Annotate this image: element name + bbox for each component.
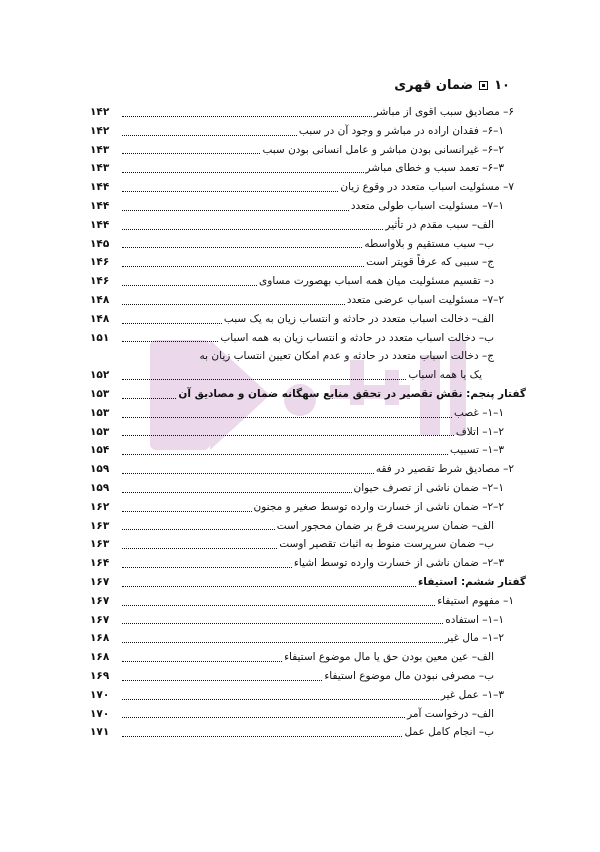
toc-entry [90, 611, 526, 630]
dot-leader [122, 323, 222, 324]
toc-entry [90, 667, 526, 686]
dot-leader [122, 473, 374, 474]
toc-entry [90, 498, 526, 517]
toc-entry-title: الف– ضمان سرپرست فرع بر ضمان محجور است [276, 519, 494, 532]
dot-leader [122, 229, 383, 230]
toc-entry [90, 122, 526, 141]
toc-entry-title: ۱–۱– استفاده [445, 613, 504, 626]
dot-leader [122, 623, 443, 624]
toc-entry [90, 723, 526, 742]
toc-entry-title: ب– دخالت اسباب متعدد در حادثه و انتساب زیان به همه اسباب [220, 331, 494, 344]
toc-entry [90, 479, 526, 498]
toc-entry [90, 291, 526, 310]
toc-entry [90, 441, 526, 460]
dot-leader [122, 341, 218, 342]
toc-entry-title: ۲–۶– غیرانسانی بودن مباشر و عامل انسانی بودن سبب [262, 143, 504, 156]
square-bullet-icon [479, 81, 488, 90]
toc-entry [90, 460, 526, 479]
toc-entry [90, 272, 526, 291]
toc-page-number: ۱۵۲ [90, 369, 110, 382]
toc-page-number: ۱۴۸ [90, 294, 110, 306]
dot-leader [122, 379, 406, 380]
dot-leader [122, 454, 448, 455]
dot-leader [122, 266, 364, 267]
toc-page-number: ۱۶۷ [90, 594, 110, 607]
dot-leader [122, 567, 292, 568]
toc-page-number: ۱۴۶ [90, 256, 110, 269]
toc-entry [90, 366, 526, 385]
toc-page-number: ۱۶۹ [90, 670, 110, 682]
dot-leader [122, 680, 322, 681]
dot-leader [122, 304, 345, 305]
toc-entry [90, 216, 526, 235]
dot-leader [122, 247, 362, 248]
toc-page-number: ۱۶۳ [90, 538, 110, 551]
running-header [394, 78, 510, 93]
dot-leader [122, 435, 454, 436]
toc-page-number: ۱۴۲ [90, 106, 110, 118]
dot-leader [122, 736, 402, 737]
toc-page-number: ۱۴۴ [90, 200, 110, 212]
toc-entry [90, 159, 526, 178]
toc-page-number: ۱۶۸ [90, 651, 110, 664]
toc-page-number: ۱۵۹ [90, 482, 110, 494]
toc-entry [90, 573, 526, 592]
toc-page-number: ۱۵۴ [90, 444, 110, 457]
toc-page-number: ۱۶۴ [90, 557, 110, 570]
toc-entry-title: ج– دخالت اسباب متعدد در حادثه و عدم امکان تعیین انتساب زیان به [199, 350, 494, 363]
dot-leader [122, 548, 277, 549]
toc-entry-title: ۱–۷– مسئولیت اسباب طولی متعدد [350, 200, 504, 212]
toc-page-number: ۱۶۲ [90, 500, 110, 513]
toc-entry [90, 253, 526, 272]
toc-entry-title: ۲–۱– مال غیر [444, 632, 504, 645]
toc-entry [90, 385, 526, 404]
toc-entry [90, 329, 526, 348]
toc-entry-title: ب– انجام کامل عمل [404, 726, 494, 739]
toc-entry [90, 141, 526, 160]
toc-page-number: ۱۴۴ [90, 181, 110, 194]
toc-page-number: ۱۴۶ [90, 275, 110, 288]
toc-entry-title: ب– سبب مستقیم و بلاواسطه [364, 237, 494, 250]
toc-page-number: ۱۴۳ [90, 162, 110, 175]
toc-entry [90, 404, 526, 423]
toc-entry-title: ۲–۱– اتلاف [455, 425, 504, 438]
toc-page-number: ۱۵۹ [90, 463, 110, 476]
dot-leader [122, 191, 338, 192]
running-title: ضمان قهری [394, 78, 474, 93]
toc-entry [90, 705, 526, 724]
toc-page-number: ۱۵۱ [90, 331, 110, 344]
toc-page-number: ۱۵۳ [90, 406, 110, 419]
toc-page-number: ۱۵۳ [90, 388, 110, 400]
toc-page-number: ۱۷۱ [90, 726, 110, 739]
dot-leader [122, 285, 257, 286]
toc-entry [90, 629, 526, 648]
dot-leader [122, 605, 435, 606]
toc-entry [90, 423, 526, 442]
toc-entry-title: ۱– مفهوم استیفاء [437, 594, 514, 607]
dot-leader [122, 492, 352, 493]
toc-entry [90, 517, 526, 536]
dot-leader [122, 511, 252, 512]
toc-entry-title: گفتار پنجم: نقش تقصیر در تحقق منابع سهگانه ضمان و مصادیق آن [178, 388, 526, 400]
toc-entry-title: ۲–۷– مسئولیت اسباب عرضی متعدد [346, 294, 504, 306]
dot-leader [122, 642, 443, 643]
dot-leader [122, 717, 405, 718]
toc-entry [90, 103, 526, 122]
toc-entry-title: ۳–۲– ضمان ناشی از خسارت وارده توسط اشیاء [293, 557, 504, 570]
toc-entry-title: ب– ضمان سرپرست منوط به اثبات تقصیر اوست [279, 538, 494, 551]
toc-entry-title: ۷– مسئولیت اسباب متعدد در وقوع زیان [340, 181, 514, 194]
toc-entry-title: الف– درخواست آمر [407, 707, 494, 720]
toc-entry [90, 592, 526, 611]
dot-leader [122, 398, 176, 399]
toc-entry-title: ۳–۶– تعمد سبب و خطای مباشر [365, 162, 504, 175]
dot-leader [122, 529, 275, 530]
toc-entry-title: ۶– مصادیق سبب اقوی از مباشر [373, 106, 514, 118]
toc-entry-title: ۲– مصادیق شرط تقصیر در فقه [375, 463, 514, 476]
toc-entry [90, 535, 526, 554]
page-number: ۱۰ [494, 78, 510, 93]
dot-leader [122, 135, 297, 136]
toc-page-number: ۱۴۸ [90, 312, 110, 325]
dot-leader [122, 153, 260, 154]
toc-entry-title: الف– سبب مقدم در تأثیر [385, 218, 494, 231]
toc-entry [90, 347, 526, 366]
toc-entry [90, 197, 526, 216]
toc-entry-title: ۲–۲– ضمان ناشی از خسارت وارده توسط صغیر و مجنون [253, 500, 504, 513]
dot-leader [122, 116, 372, 117]
toc-page-number: ۱۴۴ [90, 218, 110, 231]
toc-page-number: ۱۷۰ [90, 707, 110, 720]
toc-entry-title: د– تقسیم مسئولیت میان همه اسباب بهصورت مساوی [259, 275, 494, 288]
dot-leader [122, 417, 452, 418]
toc-entry [90, 178, 526, 197]
dot-leader [122, 172, 364, 173]
toc-entry-title: الف– عین معین بودن حق یا مال موضوع استیفاء [284, 651, 494, 664]
toc-entry-title: ۳–۱– تسبیب [449, 444, 504, 457]
toc-entry-title: ج– سببی که عرفاً قویتر است [366, 256, 494, 269]
toc-entry-title: الف– دخالت اسباب متعدد در حادثه و انتساب زیان به یک سبب [223, 312, 494, 325]
toc-page-number: ۱۶۳ [90, 519, 110, 532]
toc-entry [90, 235, 526, 254]
toc-page-number: ۱۴۳ [90, 143, 110, 156]
toc-entry-title: گفتار ششم: استیفاء [417, 576, 526, 588]
toc-entry-title: ۱–۶– فقدان اراده در مباشر و وجود آن در سبب [298, 124, 504, 137]
toc-page-number: ۱۶۸ [90, 632, 110, 645]
toc-entry-title: ۱–۱– غصب [453, 406, 504, 419]
dot-leader [122, 210, 349, 211]
dot-leader [122, 699, 439, 700]
toc-page-number: ۱۴۵ [90, 237, 110, 250]
toc-page-number: ۱۵۳ [90, 425, 110, 438]
toc-entry-title: ب– مصرفی نبودن مال موضوع استیفاء [324, 670, 494, 682]
dot-leader [122, 586, 416, 587]
dot-leader [122, 661, 282, 662]
toc-entry [90, 554, 526, 573]
toc-entry-title: یک یا همه اسباب [408, 369, 482, 382]
toc-entry [90, 686, 526, 705]
toc-page-number: ۱۶۷ [90, 613, 110, 626]
toc-entry [90, 648, 526, 667]
toc-entry [90, 310, 526, 329]
toc-entry-title: ۱–۲– ضمان ناشی از تصرف حیوان [353, 482, 504, 494]
toc-page-number: ۱۷۰ [90, 688, 110, 701]
toc-page-number: ۱۶۷ [90, 576, 110, 588]
toc-entry-title: ۳–۱– عمل غیر [440, 688, 504, 701]
toc-page-number: ۱۴۲ [90, 124, 110, 137]
